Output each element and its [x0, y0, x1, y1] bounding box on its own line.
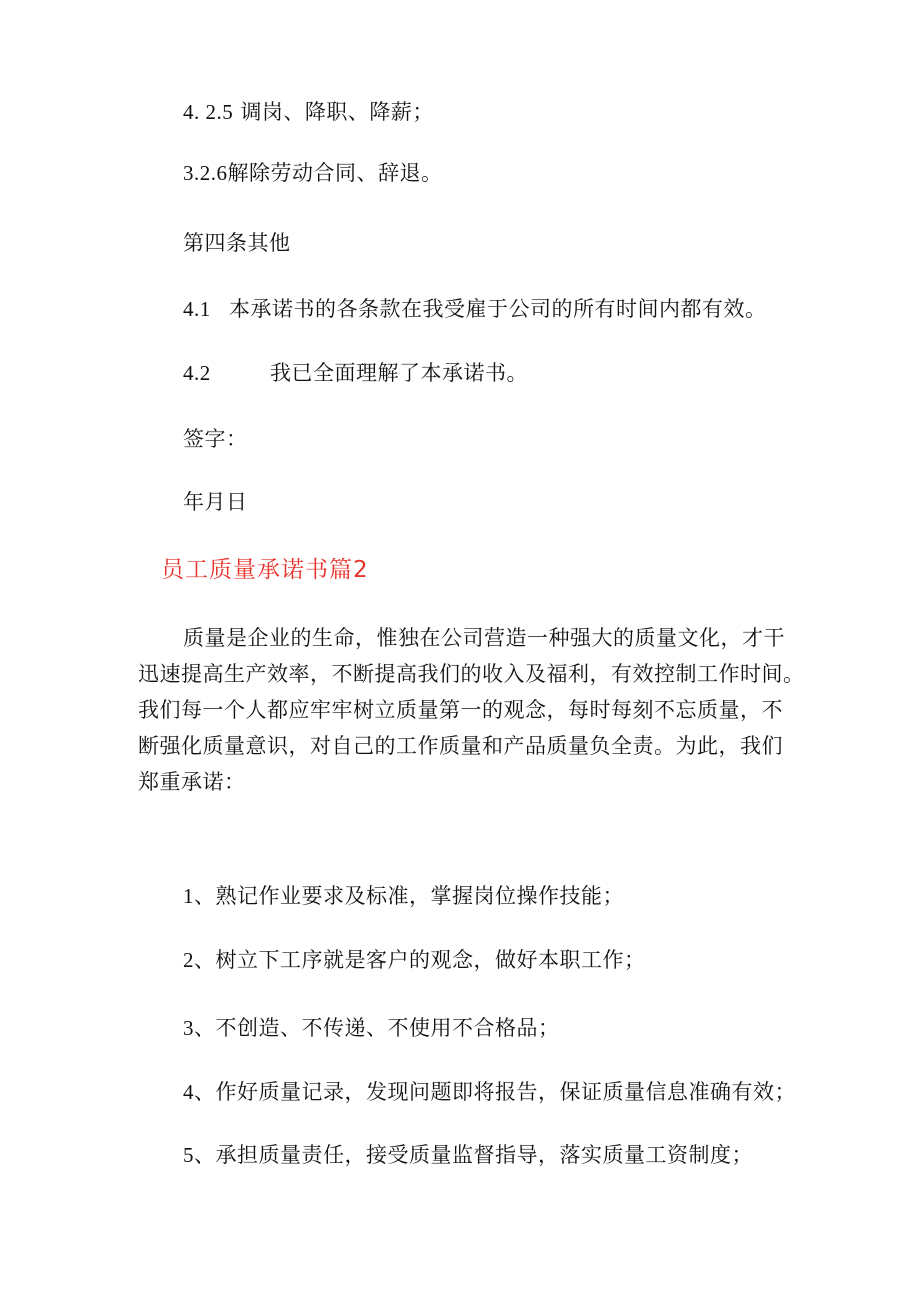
commitment-item: [183, 948, 646, 972]
clause-text: 解除劳动合同、辞退。: [227, 161, 443, 185]
commitment-number: 2、: [183, 948, 216, 972]
clause-2-6: [183, 161, 443, 185]
date-label: 年月日: [183, 490, 248, 514]
intro-paragraph: [138, 620, 805, 800]
paragraph-line: 断强化质量意识，对自己的工作质量和产品质量负全责。为此，我们: [138, 734, 783, 758]
commitment-number: 4、: [183, 1080, 216, 1104]
commitment-number: 3、: [183, 1016, 216, 1040]
clause-4-2: [183, 361, 528, 385]
article-four-heading: 第四条其他: [183, 231, 291, 255]
paragraph-line: 质量是企业的生命，惟独在公司营造一种强大的质量文化，才干: [183, 626, 785, 650]
clause-text: 调岗、降职、降薪；: [240, 100, 434, 124]
clause-text: 我已全面理解了本承诺书。: [270, 361, 528, 385]
clause-number: 4.1: [183, 297, 211, 321]
clause-number: 3.2.6: [183, 161, 228, 185]
clause-text: 本承诺书的各条款在我受雇于公司的所有时间内都有效。: [229, 297, 767, 321]
clause-4-1: [183, 297, 767, 321]
commitment-text: 树立下工序就是客户的观念，做好本职工作；: [215, 948, 646, 972]
commitment-item: [183, 1016, 560, 1040]
commitment-item: [183, 1080, 796, 1104]
commitment-item: [183, 1143, 753, 1167]
section-heading: 员工质量承诺书篇2: [161, 557, 369, 583]
clause-number: 4. 2.5: [183, 100, 234, 124]
signature-label: 签字：: [183, 427, 248, 451]
commitment-text: 不创造、不传递、不使用不合格品；: [215, 1016, 560, 1040]
commitment-number: 1、: [183, 884, 216, 908]
paragraph-line: 我们每一个人都应牢牢树立质量第一的观念，每时每刻不忘质量，不: [138, 698, 783, 722]
commitment-item: [183, 884, 624, 908]
commitment-text: 熟记作业要求及标准，掌握岗位操作技能；: [215, 884, 624, 908]
clause-2-5: [183, 100, 434, 124]
paragraph-line: 郑重承诺：: [138, 770, 246, 794]
commitment-text: 作好质量记录，发现问题即将报告，保证质量信息准确有效；: [215, 1080, 796, 1104]
clause-number: 4.2: [183, 361, 211, 385]
paragraph-line: 迅速提高生产效率，不断提高我们的收入及福利，有效控制工作时间。: [138, 662, 805, 686]
commitment-number: 5、: [183, 1143, 216, 1167]
commitment-text: 承担质量责任，接受质量监督指导，落实质量工资制度；: [215, 1143, 753, 1167]
